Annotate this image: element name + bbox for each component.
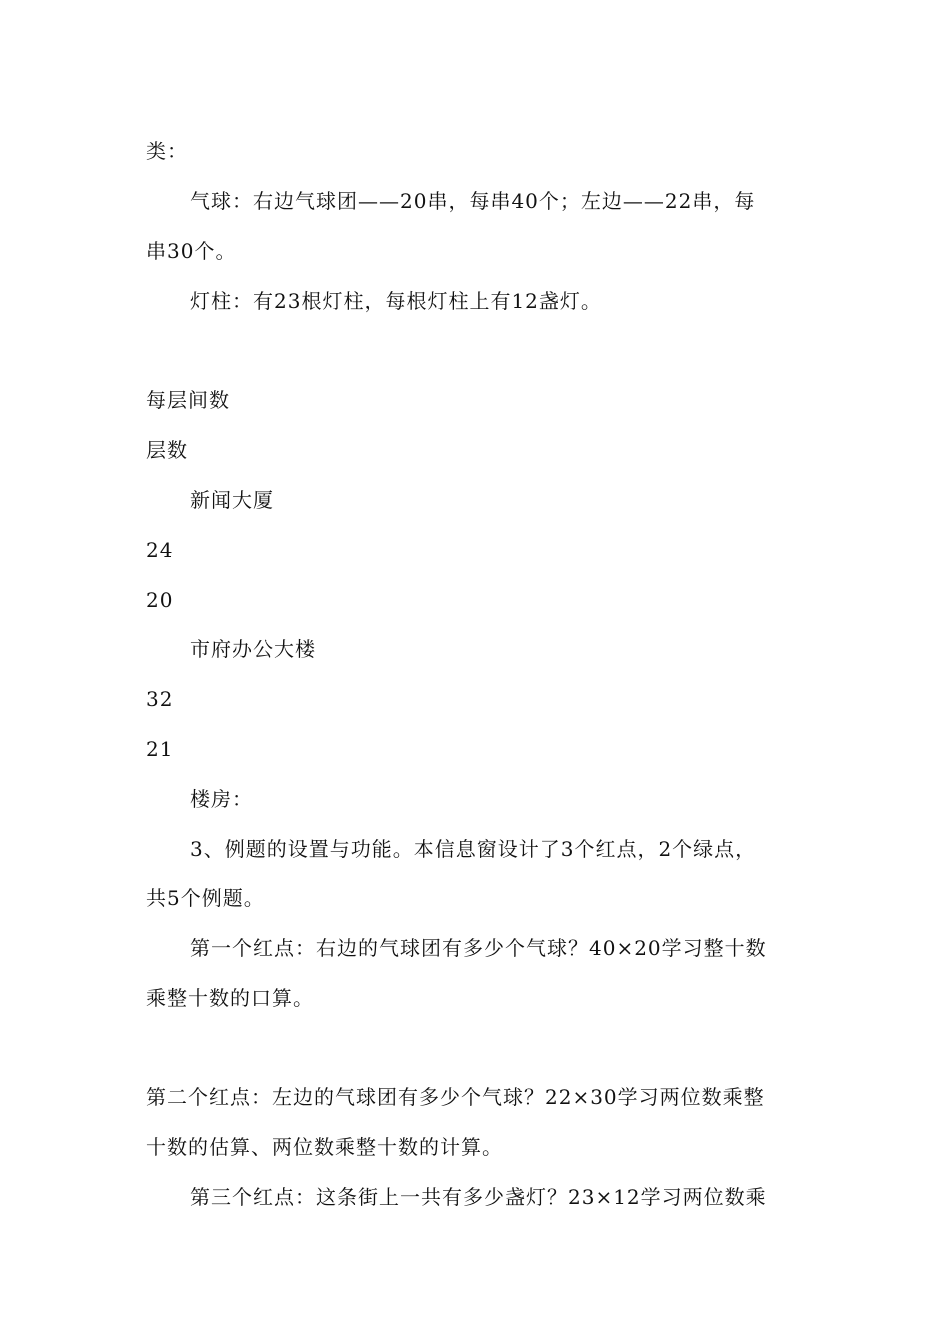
text-line: 24 bbox=[146, 538, 174, 562]
text-line: 3、例题的设置与功能。本信息窗设计了3个红点，2个绿点， bbox=[190, 837, 757, 861]
text-line: 新闻大厦 bbox=[190, 488, 274, 512]
text-line: 楼房： bbox=[190, 787, 253, 811]
text-line: 十数的估算、两位数乘整十数的计算。 bbox=[146, 1135, 503, 1159]
text-line: 串30个。 bbox=[146, 239, 237, 263]
text-line: 第一个红点：右边的气球团有多少个气球？40×20学习整十数 bbox=[190, 936, 767, 960]
text-line: 第二个红点：左边的气球团有多少个气球？22×30学习两位数乘整 bbox=[146, 1085, 765, 1109]
text-line: 每层间数 bbox=[146, 388, 230, 412]
text-line: 20 bbox=[146, 588, 174, 612]
text-line: 灯柱：有23根灯柱，每根灯柱上有12盏灯。 bbox=[190, 289, 602, 313]
text-line: 气球：右边气球团——20串，每串40个；左边——22串，每 bbox=[190, 189, 756, 213]
text-line: 类： bbox=[146, 139, 188, 163]
text-line: 21 bbox=[146, 737, 174, 761]
text-line: 共5个例题。 bbox=[146, 886, 265, 910]
text-line: 市府办公大楼 bbox=[190, 637, 316, 661]
text-line: 32 bbox=[146, 687, 174, 711]
text-line: 乘整十数的口算。 bbox=[146, 986, 314, 1010]
text-line: 层数 bbox=[146, 438, 188, 462]
text-line: 第三个红点：这条街上一共有多少盏灯？23×12学习两位数乘 bbox=[190, 1185, 767, 1209]
